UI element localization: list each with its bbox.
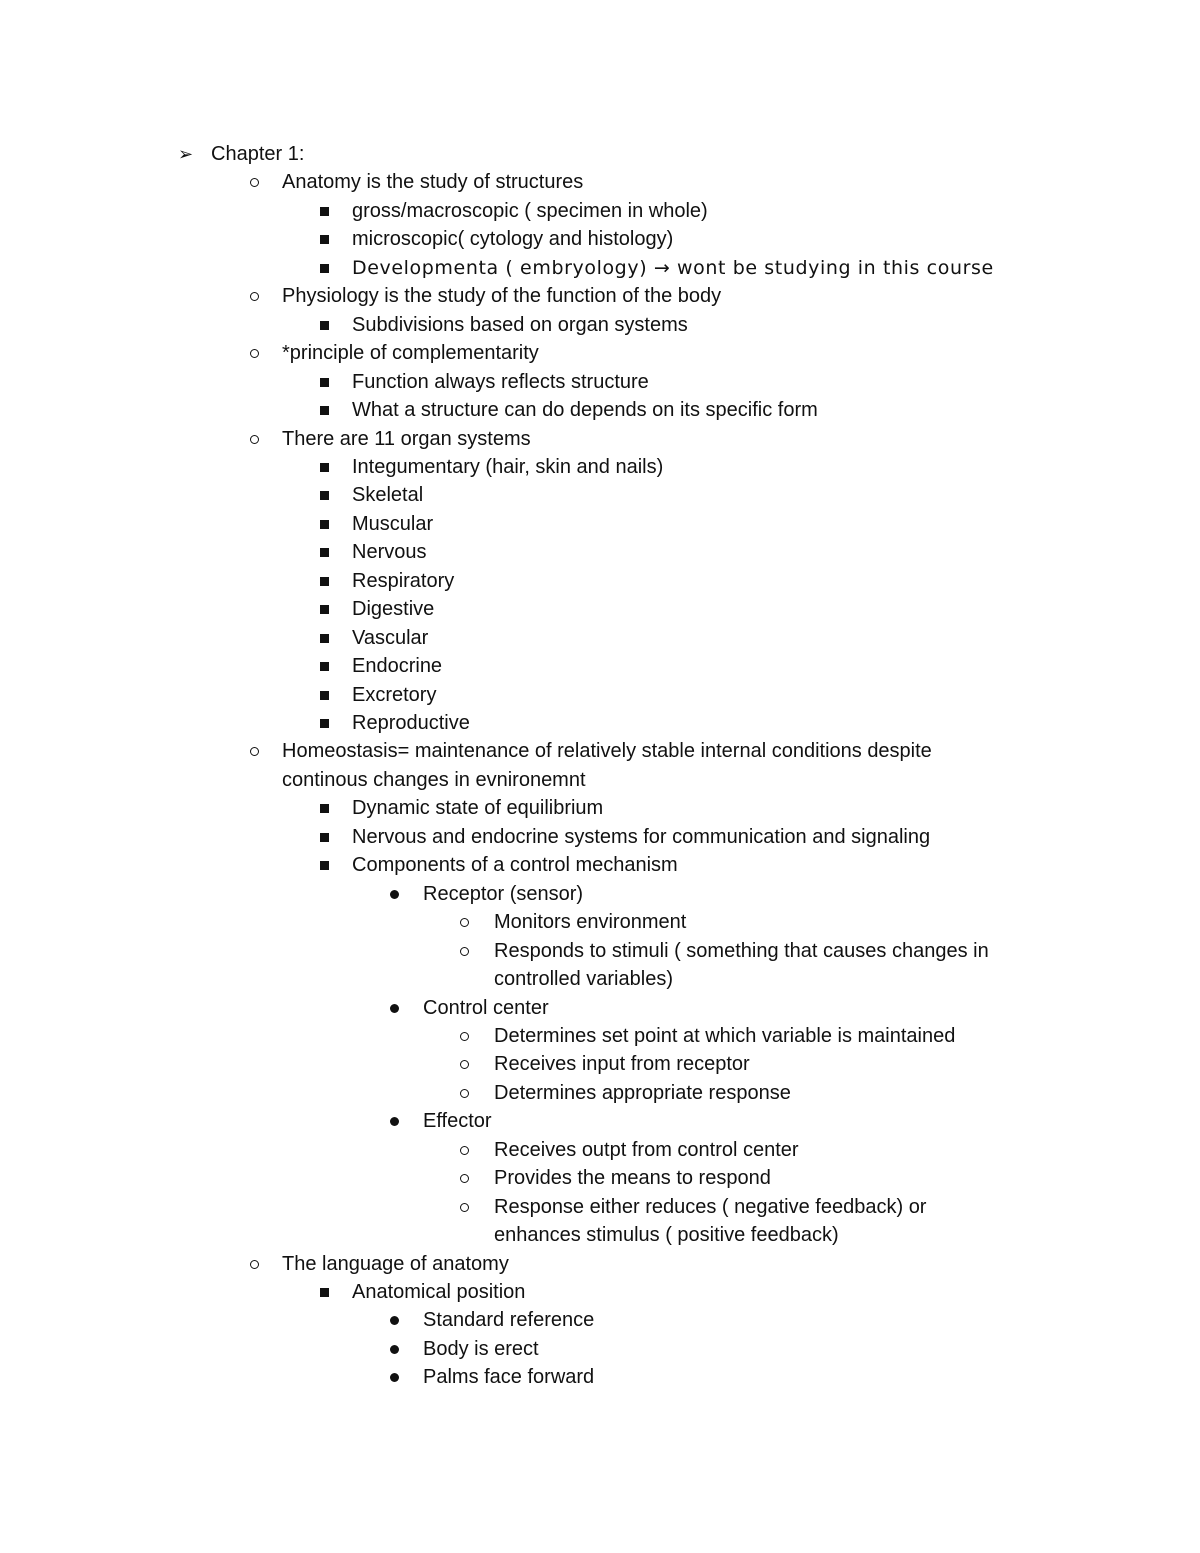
outline-text: enhances stimulus ( positive feedback): [494, 1224, 839, 1247]
outline-line: [0, 282, 1200, 310]
outline-line: [0, 425, 1200, 453]
hollow-circle-icon: [460, 918, 469, 927]
arrow-icon: ➢: [178, 144, 194, 164]
square-icon: [320, 548, 329, 557]
filled-circle-icon: [390, 1373, 399, 1382]
hollow-circle-icon: [250, 747, 259, 756]
outline-line: [0, 1022, 1200, 1050]
outline-text: Vascular: [352, 626, 429, 649]
outline-text: Muscular: [352, 512, 434, 535]
outline-line: [0, 1136, 1200, 1164]
outline-line: [0, 1107, 1200, 1135]
outline-line: [0, 1164, 1200, 1192]
outline-line: [0, 681, 1200, 709]
square-icon: [320, 804, 329, 813]
outline-text: There are 11 organ systems: [282, 427, 531, 450]
outline-text: Components of a control mechanism: [352, 854, 678, 877]
square-icon: [320, 264, 329, 273]
outline-text: Excretory: [352, 683, 437, 706]
outline-text: controlled variables): [494, 968, 673, 991]
hollow-circle-icon: [250, 292, 259, 301]
square-icon: [320, 321, 329, 330]
outline-line: [0, 994, 1200, 1022]
outline-text: Effector: [423, 1110, 492, 1133]
hollow-circle-icon: [460, 1174, 469, 1183]
outline-text: Responds to stimuli ( something that causes changes in: [494, 939, 989, 962]
outline-text: Body is erect: [423, 1337, 539, 1360]
outline-text: Receives input from receptor: [494, 1053, 750, 1076]
outline-text: Skeletal: [352, 484, 424, 507]
square-icon: [320, 406, 329, 415]
outline-text: Endocrine: [352, 655, 443, 678]
outline-text: The language of anatomy: [282, 1252, 509, 1275]
hollow-circle-icon: [460, 1089, 469, 1098]
square-icon: [320, 235, 329, 244]
square-icon: [320, 833, 329, 842]
outline-text: Developmenta ( embryology) → wont be studying in this course: [352, 256, 994, 279]
outline-line: [0, 1335, 1200, 1363]
outline-text: Function always reflects structure: [352, 370, 649, 393]
filled-circle-icon: [390, 890, 399, 899]
hollow-circle-icon: [250, 435, 259, 444]
outline-text: Physiology is the study of the function of the body: [282, 285, 722, 308]
square-icon: [320, 662, 329, 671]
outline-text: Control center: [423, 996, 549, 1019]
outline-text: *principle of complementarity: [282, 342, 539, 365]
outline-line: [0, 908, 1200, 936]
outline-line: [0, 766, 1200, 794]
outline-line: [0, 510, 1200, 538]
outline-line: [0, 1250, 1200, 1278]
outline-line: [0, 1193, 1200, 1221]
outline-text: Receives outpt from control center: [494, 1138, 799, 1161]
outline-line: [0, 652, 1200, 680]
square-icon: [320, 605, 329, 614]
outline-line: [0, 254, 1200, 282]
outline-text: Provides the means to respond: [494, 1167, 771, 1190]
outline-text: Determines set point at which variable is maintained: [494, 1024, 956, 1047]
outline-line: [0, 1278, 1200, 1306]
outline-line: [0, 567, 1200, 595]
hollow-circle-icon: [250, 349, 259, 358]
outline-line: [0, 880, 1200, 908]
outline-text: Anatomy is the study of structures: [282, 171, 584, 194]
square-icon: [320, 691, 329, 700]
hollow-circle-icon: [460, 1203, 469, 1212]
outline-text: Nervous: [352, 541, 427, 564]
outline-text: Palms face forward: [423, 1366, 595, 1389]
square-icon: [320, 634, 329, 643]
square-icon: [320, 1288, 329, 1297]
outline-line: [0, 538, 1200, 566]
outline-line: [0, 225, 1200, 253]
outline-text: What a structure can do depends on its specific form: [352, 399, 818, 422]
outline-line: [0, 709, 1200, 737]
outline-text: Monitors environment: [494, 911, 687, 934]
outline-line: [0, 595, 1200, 623]
square-icon: [320, 463, 329, 472]
outline-line: [0, 1079, 1200, 1107]
outline-text: Determines appropriate response: [494, 1081, 791, 1104]
outline-line: [0, 823, 1200, 851]
outline-text: Anatomical position: [352, 1281, 526, 1303]
outline-text: Digestive: [352, 598, 435, 621]
filled-circle-icon: [390, 1345, 399, 1354]
outline-line: [0, 197, 1200, 225]
outline-text: Standard reference: [423, 1309, 595, 1332]
outline-text: Homeostasis= maintenance of relatively stable internal conditions despite: [282, 740, 932, 763]
outline-line: [0, 737, 1200, 765]
outline-line: [0, 937, 1200, 965]
outline-text: Nervous and endocrine systems for communication and signaling: [352, 825, 931, 848]
square-icon: [320, 577, 329, 586]
outline-line: [0, 140, 1200, 168]
square-icon: [320, 861, 329, 870]
hollow-circle-icon: [460, 1060, 469, 1069]
outline-line: [0, 1050, 1200, 1078]
outline-line: [0, 311, 1200, 339]
outline-line: [0, 453, 1200, 481]
hollow-circle-icon: [460, 947, 469, 956]
outline-line: [0, 1221, 1200, 1249]
outline-text: Response either reduces ( negative feedback) or: [494, 1195, 927, 1218]
outline-text: Receptor (sensor): [423, 882, 584, 905]
outline-line: [0, 1306, 1200, 1334]
outline-line: [0, 794, 1200, 822]
outline-line: [0, 396, 1200, 424]
square-icon: [320, 378, 329, 387]
outline-line: [0, 339, 1200, 367]
hollow-circle-icon: [250, 1260, 259, 1269]
outline-text: Integumentary (hair, skin and nails): [352, 455, 664, 478]
outline-line: [0, 851, 1200, 879]
hollow-circle-icon: [460, 1146, 469, 1155]
filled-circle-icon: [390, 1004, 399, 1013]
outline-text: gross/macroscopic ( specimen in whole): [352, 199, 708, 222]
outline-text: microscopic( cytology and histology): [352, 228, 674, 251]
outline-text: continous changes in evnironemnt: [282, 768, 586, 791]
filled-circle-icon: [390, 1316, 399, 1325]
outline-line: [0, 168, 1200, 196]
outline-line: [0, 624, 1200, 652]
square-icon: [320, 207, 329, 216]
hollow-circle-icon: [250, 178, 259, 187]
hollow-circle-icon: [460, 1032, 469, 1041]
filled-circle-icon: [390, 1117, 399, 1126]
outline-text: Subdivisions based on organ systems: [352, 313, 688, 336]
outline-line: [0, 965, 1200, 993]
outline-line: [0, 368, 1200, 396]
outline-text: Reproductive: [352, 712, 470, 734]
outline-line: [0, 1363, 1200, 1391]
outline-line: [0, 481, 1200, 509]
outline-text: Chapter 1:: [211, 143, 305, 165]
square-icon: [320, 719, 329, 728]
outline-text: Respiratory: [352, 569, 455, 592]
outline-text: Dynamic state of equilibrium: [352, 797, 604, 820]
square-icon: [320, 520, 329, 529]
square-icon: [320, 491, 329, 500]
